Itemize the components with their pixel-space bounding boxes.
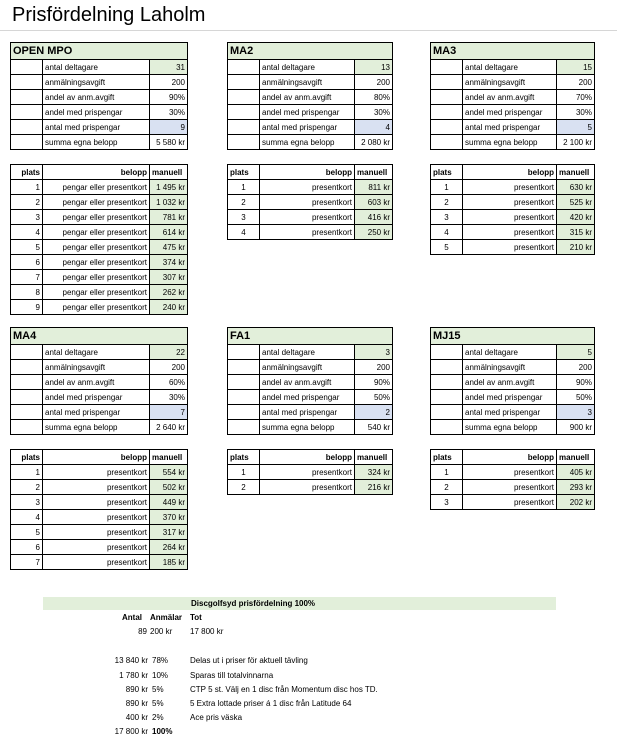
info-label: antal med prispengar	[43, 405, 150, 420]
prize-amount[interactable]: 262 kr	[150, 285, 188, 300]
prize-table	[227, 164, 393, 240]
summary-col-tot: Tot	[190, 613, 202, 622]
col-belopp: belopp	[463, 165, 557, 180]
info-value[interactable]: 2 100 kr	[556, 135, 594, 150]
info-value[interactable]: 90%	[354, 375, 392, 390]
table-row	[228, 480, 393, 495]
class-name: MA3	[431, 43, 595, 60]
place-number: 5	[11, 525, 43, 540]
info-label: summa egna belopp	[43, 135, 150, 150]
prize-type: presentkort	[463, 495, 557, 510]
info-value[interactable]: 900 kr	[557, 420, 595, 435]
table-row	[228, 465, 393, 480]
prize-amount[interactable]: 315 kr	[557, 225, 595, 240]
info-label: summa egna belopp	[43, 420, 150, 435]
info-value[interactable]: 2	[354, 405, 392, 420]
summary-text: 5 Extra lottade priser á 1 disc från Latitude 64	[190, 699, 352, 708]
info-table	[430, 42, 595, 150]
summary-amount: 400 kr	[125, 713, 148, 722]
info-value[interactable]: 200	[556, 75, 594, 90]
summary-amount: 890 kr	[125, 685, 148, 694]
info-label: antal med prispengar	[463, 405, 557, 420]
info-value[interactable]: 200	[557, 360, 595, 375]
info-row	[431, 390, 595, 405]
place-number: 4	[11, 510, 43, 525]
place-number: 1	[11, 180, 43, 195]
summary-amount: 890 kr	[125, 699, 148, 708]
info-value[interactable]: 200	[354, 360, 392, 375]
table-row	[431, 180, 595, 195]
info-value[interactable]: 200	[149, 75, 187, 90]
prize-amount[interactable]: 630 kr	[557, 180, 595, 195]
summary-text: Delas ut i priser för aktuell tävling	[190, 656, 308, 665]
info-value[interactable]: 15	[556, 60, 594, 75]
prize-amount[interactable]: 1 495 kr	[150, 180, 188, 195]
info-value[interactable]: 5	[557, 345, 595, 360]
info-value[interactable]: 50%	[354, 390, 392, 405]
prize-type: presentkort	[43, 465, 150, 480]
info-row	[11, 345, 188, 360]
summary-pct: 5%	[152, 699, 164, 708]
table-row	[11, 180, 188, 195]
prize-table	[227, 449, 393, 495]
info-row	[11, 120, 188, 135]
summary-col-antal: Antal	[122, 613, 142, 622]
prize-amount[interactable]: 525 kr	[557, 195, 595, 210]
prize-table	[430, 449, 595, 510]
prize-type: presentkort	[463, 465, 557, 480]
prize-type: presentkort	[260, 225, 355, 240]
prize-amount[interactable]: 603 kr	[355, 195, 393, 210]
col-manuell: manuell	[150, 165, 188, 180]
summary-text: CTP 5 st. Välj en 1 disc från Momentum disc hos TD.	[190, 685, 378, 694]
info-value[interactable]: 30%	[354, 105, 392, 120]
place-number: 1	[431, 465, 463, 480]
info-label: andel med prispengar	[463, 105, 557, 120]
info-row	[431, 135, 595, 150]
prize-amount[interactable]: 449 kr	[150, 495, 188, 510]
table-row	[11, 480, 188, 495]
info-row	[228, 105, 393, 120]
class-name: OPEN MPO	[11, 43, 188, 60]
prize-type: pengar eller presentkort	[43, 240, 150, 255]
prize-amount[interactable]: 475 kr	[150, 240, 188, 255]
prize-amount[interactable]: 250 kr	[355, 225, 393, 240]
table-row	[11, 210, 188, 225]
prize-amount[interactable]: 370 kr	[150, 510, 188, 525]
col-plats: plats	[431, 450, 463, 465]
prize-amount[interactable]: 317 kr	[150, 525, 188, 540]
summary-pct: 10%	[152, 671, 169, 680]
place-number: 2	[228, 480, 260, 495]
info-row	[11, 405, 188, 420]
col-manuell: manuell	[557, 165, 595, 180]
prize-type: pengar eller presentkort	[43, 300, 150, 315]
info-label: antal med prispengar	[43, 120, 150, 135]
prize-amount[interactable]: 416 kr	[355, 210, 393, 225]
class-name: MA2	[228, 43, 393, 60]
info-value[interactable]: 9	[149, 120, 187, 135]
info-value[interactable]: 200	[149, 360, 187, 375]
prize-type: pengar eller presentkort	[43, 195, 150, 210]
info-value[interactable]: 13	[354, 60, 392, 75]
info-label: antal deltagare	[463, 345, 557, 360]
info-value[interactable]: 80%	[354, 90, 392, 105]
info-value[interactable]: 70%	[556, 90, 594, 105]
place-number: 6	[11, 255, 43, 270]
place-number: 1	[228, 465, 260, 480]
info-row	[431, 60, 595, 75]
info-value[interactable]: 540 kr	[354, 420, 392, 435]
info-label: summa egna belopp	[260, 420, 355, 435]
info-row	[431, 105, 595, 120]
table-row	[11, 285, 188, 300]
table-row	[11, 255, 188, 270]
info-label: antal med prispengar	[260, 120, 355, 135]
info-row	[11, 420, 188, 435]
info-row	[11, 60, 188, 75]
prize-type: pengar eller presentkort	[43, 285, 150, 300]
info-label: anmälningsavgift	[463, 75, 557, 90]
prize-type: presentkort	[463, 480, 557, 495]
info-row	[11, 390, 188, 405]
prize-amount[interactable]: 324 kr	[355, 465, 393, 480]
table-row	[431, 465, 595, 480]
table-row	[11, 225, 188, 240]
prize-amount[interactable]: 781 kr	[150, 210, 188, 225]
info-label: andel av anm.avgift	[43, 375, 150, 390]
prize-amount[interactable]: 811 kr	[355, 180, 393, 195]
place-number: 2	[431, 480, 463, 495]
info-row	[431, 405, 595, 420]
prize-amount[interactable]: 614 kr	[150, 225, 188, 240]
table-row	[431, 240, 595, 255]
prize-type: pengar eller presentkort	[43, 270, 150, 285]
place-number: 7	[11, 270, 43, 285]
place-number: 3	[431, 495, 463, 510]
table-row	[228, 210, 393, 225]
summary-pct: 5%	[152, 685, 164, 694]
prize-type: pengar eller presentkort	[43, 255, 150, 270]
col-belopp: belopp	[43, 450, 150, 465]
info-row	[228, 135, 393, 150]
info-label: andel av anm.avgift	[260, 90, 355, 105]
info-row	[431, 420, 595, 435]
info-label: summa egna belopp	[463, 135, 557, 150]
place-number: 5	[431, 240, 463, 255]
info-value[interactable]: 200	[354, 75, 392, 90]
info-value[interactable]: 90%	[557, 375, 595, 390]
info-row	[431, 360, 595, 375]
place-number: 2	[431, 195, 463, 210]
info-label: andel med prispengar	[463, 390, 557, 405]
info-label: andel av anm.avgift	[260, 375, 355, 390]
summary-header: Discgolfsyd prisfördelning 100%	[43, 597, 556, 610]
prize-type: presentkort	[43, 480, 150, 495]
info-label: antal deltagare	[43, 345, 150, 360]
info-row	[431, 75, 595, 90]
col-plats: plats	[11, 165, 43, 180]
prize-type: presentkort	[43, 525, 150, 540]
prize-amount[interactable]: 405 kr	[557, 465, 595, 480]
prize-table	[10, 449, 188, 570]
table-row	[431, 225, 595, 240]
prize-table	[10, 164, 188, 315]
prize-type: presentkort	[463, 210, 557, 225]
summary-amount: 1 780 kr	[119, 671, 148, 680]
place-number: 1	[11, 465, 43, 480]
table-row	[431, 495, 595, 510]
info-row	[228, 390, 393, 405]
info-row	[11, 75, 188, 90]
info-value[interactable]: 2 640 kr	[149, 420, 187, 435]
info-label: summa egna belopp	[260, 135, 355, 150]
col-belopp: belopp	[43, 165, 150, 180]
prize-type: presentkort	[260, 180, 355, 195]
info-label: andel av anm.avgift	[463, 90, 557, 105]
info-label: antal deltagare	[463, 60, 557, 75]
info-row	[228, 405, 393, 420]
info-label: anmälningsavgift	[463, 360, 557, 375]
summary-tot: 17 800 kr	[190, 627, 224, 636]
prize-amount[interactable]: 210 kr	[557, 240, 595, 255]
info-row	[228, 75, 393, 90]
class-name: MA4	[11, 328, 188, 345]
divider	[0, 30, 617, 31]
info-row	[11, 360, 188, 375]
place-number: 4	[11, 225, 43, 240]
info-label: anmälningsavgift	[43, 75, 150, 90]
table-row	[11, 555, 188, 570]
place-number: 2	[11, 480, 43, 495]
summary-pct: 100%	[152, 727, 173, 736]
prize-type: presentkort	[43, 495, 150, 510]
info-value[interactable]: 90%	[149, 90, 187, 105]
info-label: summa egna belopp	[463, 420, 557, 435]
page-title: Prisfördelning Laholm	[12, 4, 206, 26]
place-number: 3	[228, 210, 260, 225]
info-value[interactable]: 30%	[556, 105, 594, 120]
info-label: andel av anm.avgift	[463, 375, 557, 390]
info-label: antal med prispengar	[463, 120, 557, 135]
info-value[interactable]: 50%	[557, 390, 595, 405]
info-label: anmälningsavgift	[260, 75, 355, 90]
table-row	[11, 465, 188, 480]
prize-type: pengar eller presentkort	[43, 180, 150, 195]
place-number: 8	[11, 285, 43, 300]
place-number: 4	[228, 225, 260, 240]
summary-text: Sparas till totalvinnarna	[190, 671, 274, 680]
table-row	[11, 300, 188, 315]
info-value[interactable]: 7	[149, 405, 187, 420]
place-number: 3	[11, 210, 43, 225]
summary-col-anmalar: Anmälar	[150, 613, 183, 622]
info-row	[431, 120, 595, 135]
prize-amount[interactable]: 216 kr	[355, 480, 393, 495]
col-plats: plats	[228, 450, 260, 465]
prize-amount[interactable]: 374 kr	[150, 255, 188, 270]
prize-type: presentkort	[43, 540, 150, 555]
info-row	[431, 375, 595, 390]
table-row	[11, 540, 188, 555]
info-label: antal med prispengar	[260, 405, 355, 420]
place-number: 1	[431, 180, 463, 195]
table-row	[11, 195, 188, 210]
prize-type: pengar eller presentkort	[43, 210, 150, 225]
place-number: 1	[228, 180, 260, 195]
summary-pct: 78%	[152, 656, 169, 665]
info-value[interactable]: 22	[149, 345, 187, 360]
summary-amount: 13 840 kr	[114, 656, 148, 665]
table-row	[431, 480, 595, 495]
info-value[interactable]: 3	[354, 345, 392, 360]
table-row	[431, 195, 595, 210]
info-row	[431, 90, 595, 105]
info-row	[11, 135, 188, 150]
prize-type: presentkort	[463, 240, 557, 255]
prize-type: presentkort	[463, 180, 557, 195]
summary-anmalar: 200 kr	[150, 627, 173, 636]
place-number: 3	[431, 210, 463, 225]
info-value[interactable]: 30%	[149, 390, 187, 405]
col-plats: plats	[228, 165, 260, 180]
place-number: 7	[11, 555, 43, 570]
info-row	[228, 120, 393, 135]
col-belopp: belopp	[463, 450, 557, 465]
col-belopp: belopp	[260, 165, 355, 180]
info-table	[227, 42, 393, 150]
info-value[interactable]: 60%	[149, 375, 187, 390]
info-table	[10, 42, 188, 150]
summary-pct: 2%	[152, 713, 164, 722]
info-label: andel med prispengar	[43, 105, 150, 120]
class-name: MJ15	[431, 328, 595, 345]
prize-amount[interactable]: 502 kr	[150, 480, 188, 495]
prize-amount[interactable]: 293 kr	[557, 480, 595, 495]
table-row	[431, 210, 595, 225]
info-label: antal deltagare	[43, 60, 150, 75]
info-row	[228, 60, 393, 75]
info-label: antal deltagare	[260, 60, 355, 75]
info-value[interactable]: 4	[354, 120, 392, 135]
place-number: 3	[11, 495, 43, 510]
prize-type: presentkort	[260, 465, 355, 480]
table-row	[11, 525, 188, 540]
prize-amount[interactable]: 554 kr	[150, 465, 188, 480]
info-label: andel med prispengar	[260, 390, 355, 405]
info-row	[228, 345, 393, 360]
prize-type: presentkort	[463, 195, 557, 210]
col-manuell: manuell	[557, 450, 595, 465]
summary-amount: 17 800 kr	[114, 727, 148, 736]
info-row	[228, 375, 393, 390]
info-row	[11, 375, 188, 390]
info-row	[431, 345, 595, 360]
prize-amount[interactable]: 1 032 kr	[150, 195, 188, 210]
summary-antal: 89	[138, 627, 147, 636]
prize-table	[430, 164, 595, 255]
info-label: andel med prispengar	[43, 390, 150, 405]
summary-text: Ace pris väska	[190, 713, 243, 722]
info-value[interactable]: 30%	[149, 105, 187, 120]
prize-amount[interactable]: 307 kr	[150, 270, 188, 285]
info-label: anmälningsavgift	[43, 360, 150, 375]
prize-amount[interactable]: 264 kr	[150, 540, 188, 555]
col-manuell: manuell	[355, 165, 393, 180]
info-label: anmälningsavgift	[260, 360, 355, 375]
place-number: 2	[228, 195, 260, 210]
info-table	[10, 327, 188, 435]
info-label: antal deltagare	[260, 345, 355, 360]
prize-type: pengar eller presentkort	[43, 225, 150, 240]
info-value[interactable]: 31	[149, 60, 187, 75]
info-table	[227, 327, 393, 435]
info-label: andel av anm.avgift	[43, 90, 150, 105]
col-manuell: manuell	[150, 450, 188, 465]
place-number: 2	[11, 195, 43, 210]
class-name: FA1	[228, 328, 393, 345]
info-row	[228, 90, 393, 105]
prize-amount[interactable]: 420 kr	[557, 210, 595, 225]
prize-amount[interactable]: 185 kr	[150, 555, 188, 570]
prize-type: presentkort	[260, 480, 355, 495]
prize-type: presentkort	[463, 225, 557, 240]
col-belopp: belopp	[260, 450, 355, 465]
info-table	[430, 327, 595, 435]
col-plats: plats	[431, 165, 463, 180]
info-row	[11, 90, 188, 105]
place-number: 5	[11, 240, 43, 255]
info-value[interactable]: 5	[556, 120, 594, 135]
place-number: 9	[11, 300, 43, 315]
prize-type: presentkort	[43, 510, 150, 525]
prize-type: presentkort	[43, 555, 150, 570]
info-label: andel med prispengar	[260, 105, 355, 120]
info-value[interactable]: 5 580 kr	[149, 135, 187, 150]
prize-type: presentkort	[260, 195, 355, 210]
table-row	[11, 240, 188, 255]
prize-amount[interactable]: 202 kr	[557, 495, 595, 510]
info-row	[228, 420, 393, 435]
prize-type: presentkort	[260, 210, 355, 225]
place-number: 4	[431, 225, 463, 240]
table-row	[228, 180, 393, 195]
info-row	[11, 105, 188, 120]
table-row	[228, 195, 393, 210]
col-plats: plats	[11, 450, 43, 465]
prize-amount[interactable]: 240 kr	[150, 300, 188, 315]
table-row	[228, 225, 393, 240]
table-row	[11, 510, 188, 525]
table-row	[11, 270, 188, 285]
col-manuell: manuell	[355, 450, 393, 465]
info-value[interactable]: 3	[557, 405, 595, 420]
place-number: 6	[11, 540, 43, 555]
info-row	[228, 360, 393, 375]
info-value[interactable]: 2 080 kr	[354, 135, 392, 150]
table-row	[11, 495, 188, 510]
